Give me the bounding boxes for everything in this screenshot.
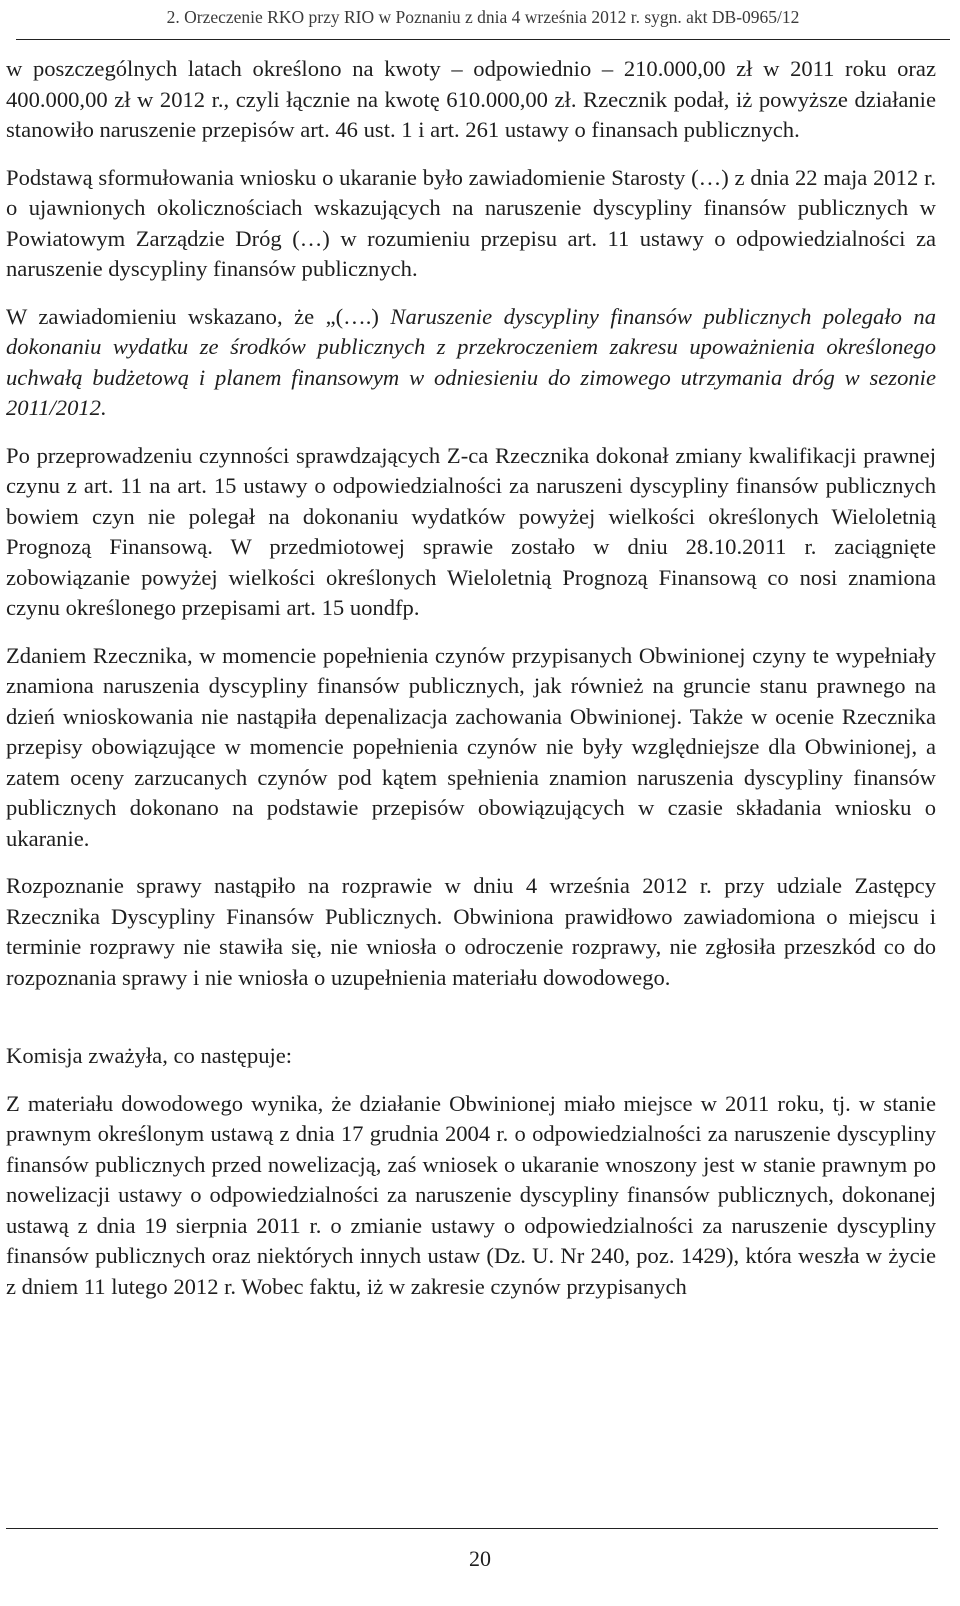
- commission-heading: Komisja zważyła, co następuje:: [6, 1043, 293, 1068]
- paragraph-6: Rozpoznanie sprawy nastąpiło na rozprawie w dniu 4 września 2012 r. przy udziale Zastępcy Rzecznika Dyscypliny Finansów Publicznych. Obwiniona prawidłowo zawiadomiona o miejscu i terminie rozprawy nie stawiła się, nie wniosła o odroczenie rozprawy, nie zgłosiła przeszkód co do rozpoznania sprawy i nie wniosła o uzupełnienia materiału dowodowego.: [6, 873, 936, 990]
- document-body: [6, 54, 936, 1319]
- quoted-notification: Naruszenie dyscypliny finansów publicznych polegało na dokonaniu wydatku ze środków publicznych z przekroczeniem zakresu upoważnienia określonego uchwałą budżetową i planem finansowym w odniesieniu do zimowego utrzymania dróg w sezonie 2011/2012.: [6, 303, 936, 420]
- page-number: 20: [469, 1546, 491, 1571]
- paragraph-3: [6, 302, 936, 424]
- quote-intro: W zawiadomieniu wskazano, że „(….): [6, 303, 391, 329]
- paragraph-2: Podstawą sformułowania wniosku o ukaranie było zawiadomienie Starosty (…) z dnia 22 maja 2012 r. o ujawnionych okolicznościach wskazujących na naruszenie dyscypliny finansów publicznych w Powiatowym Zarządzie Dróg (…) w rozumieniu przepisu art. 11 ustawy o odpowiedzialności za naruszenie dyscypliny finansów publicznych.: [6, 164, 936, 281]
- paragraph-1: w poszczególnych latach określono na kwoty – odpowiednio – 210.000,00 zł w 2011 roku oraz 400.000,00 zł w 2012 r., czyli łącznie na kwotę 610.000,00 zł. Rzecznik podał, iż powyższe działanie stanowiło naruszenie przepisów art. 46 ust. 1 i art. 261 ustawy o finansach publicznych.: [6, 56, 936, 142]
- paragraph-4: Po przeprowadzeniu czynności sprawdzających Z-ca Rzecznika dokonał zmiany kwalifikacji prawnej czynu z art. 11 na art. 15 ustawy o odpowiedzialności za naruszeni dyscypliny finansów publicznych bowiem czyn nie polegał na dokonaniu wydatków powyżej wielkości określonych Wieloletnią Prognozą Finansową. W przedmiotowej sprawie zostało w dniu 28.10.2011 r. zaciągnięte zobowiązanie powyżej wielkości określonych Wieloletnią Prognozą Finansową co nosi znamiona czynu określonego przepisami art. 15 uondfp.: [6, 442, 936, 620]
- footer-rule: [6, 1528, 938, 1529]
- running-header: 2. Orzeczenie RKO przy RIO w Poznaniu z dnia 4 września 2012 r. sygn. akt DB-0965/12: [16, 0, 950, 40]
- paragraph-8: Z materiału dowodowego wynika, że działanie Obwinionej miało miejsce w 2011 roku, tj. w stanie prawnym określonym ustawą z dnia 17 grudnia 2004 r. o odpowiedzialności za naruszenie dyscypliny finansów publicznych przed nowelizacją, zaś wniosek o ukaranie wnoszony jest w stanie prawnym po nowelizacji ustawy o odpowiedzialności za naruszenie dyscypliny finansów publicznych, dokonanej ustawą z dnia 19 sierpnia 2011 r. o zmianie ustawy o odpowiedzialności za naruszenie dyscypliny finansów publicznych oraz niektórych innych ustaw (Dz. U. Nr 240, poz. 1429), która weszła w życie z dniem 11 lutego 2012 r. Wobec faktu, iż w zakresie czynów przypisanych: [6, 1090, 936, 1299]
- paragraph-5: Zdaniem Rzecznika, w momencie popełnienia czynów przypisanych Obwinionej czyny te wypełniały znamiona naruszenia dyscypliny finansów publicznych, jak również na gruncie stanu prawnego na dzień wnioskowania nie nastąpiła depenalizacja zachowania Obwinionej. Także w ocenie Rzecznika przepisy obowiązujące w momencie popełnienia czynów nie były względniejsze dla Obwinionej, a zatem oceny zarzucanych czynów pod kątem spełnienia znamion naruszenia dyscypliny finansów publicznych dokonano na podstawie przepisów obowiązujących w czasie składania wniosku o ukaranie.: [6, 642, 936, 851]
